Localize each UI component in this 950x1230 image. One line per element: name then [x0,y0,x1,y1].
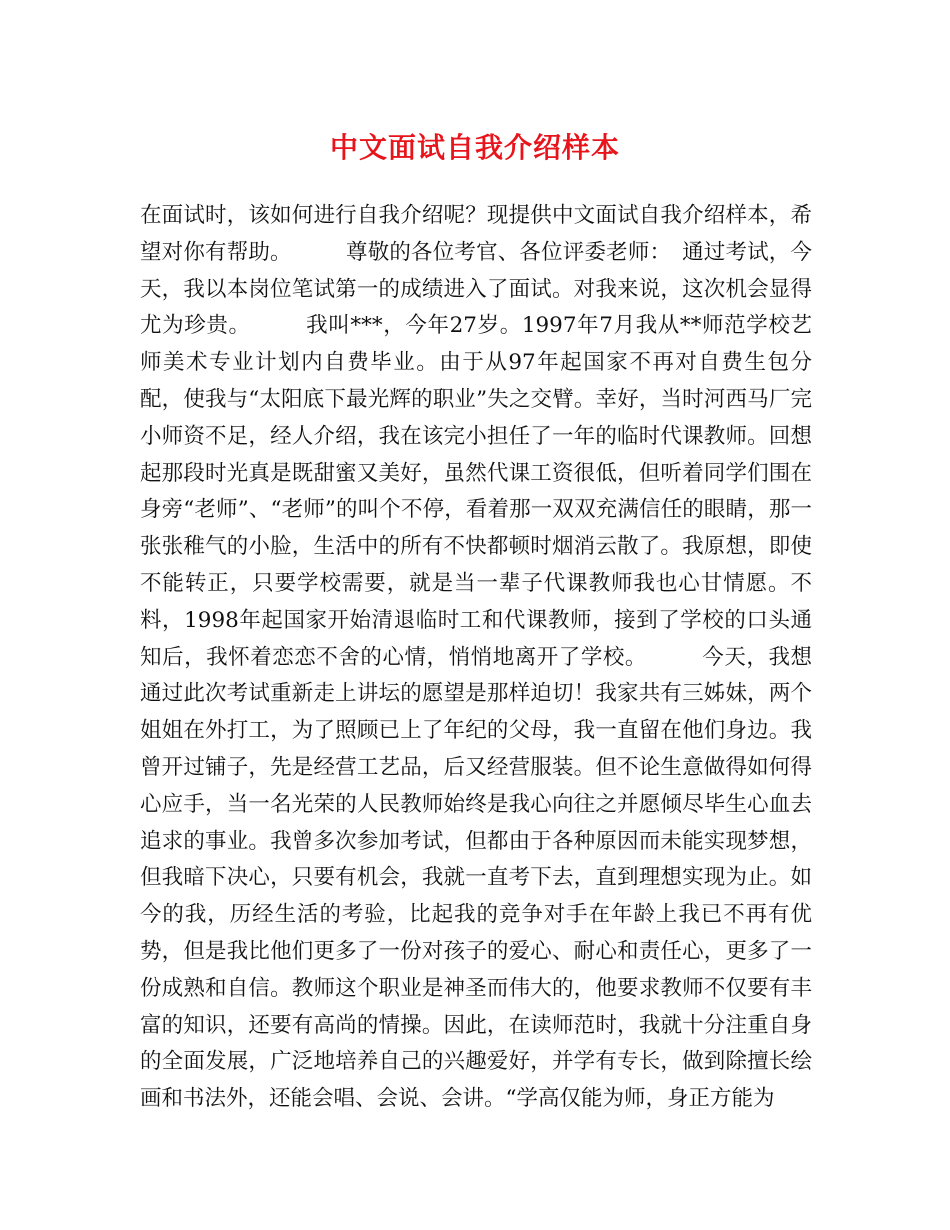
document-title: 中文面试自我介绍样本 [329,131,620,164]
document-body-text: 在面试时，该如何进行自我介绍呢？现提供中文面试自我介绍样本，希望对你有帮助。 尊敬的各位考官、各位评委老师： 通过考试，今天，我以本岗位笔试第一的成绩进入了面试。对我来说，这次机会显得尤为珍贵。 我叫***，今年27岁。1997年7月我从**师范学校艺师美术专业计划内自费毕业。由于从97年起国家不再对自费生包分配，使我与“太阳底下最光辉的职业”失之交臂。幸好，当时河西马厂完小师资不足，经人介绍，我在该完小担任了一年的临时代课教师。回想起那段时光真是既甜蜜又美好，虽然代课工资很低，但听着同学们围在身旁“老师”、“老师”的叫个不停，看着那一双双充满信任的眼睛，那一张张稚气的小脸，生活中的所有不快都顿时烟消云散了。我原想，即使不能转正，只要学校需要，就是当一辈子代课教师我也心甘情愿。不料，1998年起国家开始清退临时工和代课教师，接到了学校的口头通知后，我怀着恋恋不舍的心情，悄悄地离开了学校。 今天，我想通过此次考试重新走上讲坛的愿望是那样迫切！我家共有三姊妹，两个姐姐在外打工，为了照顾已上了年纪的父母，我一直留在他们身边。我曾开过铺子，先是经营工艺品，后又经营服装。但不论生意做得如何得心应手，当一名光荣的人民教师始终是我心向往之并愿倾尽毕生心血去追求的事业。我曾多次参加考试，但都由于各种原因而未能实现梦想，但我暗下决心，只要有机会，我就一直考下去，直到理想实现为止。如今的我，历经生活的考验，比起我的竞争对手在年龄上我已不再有优势，但是我比他们更多了一份对孩子的爱心、耐心和责任心，更多了一份成熟和自信。教师这个职业是神圣而伟大的，他要求教师不仅要有丰富的知识，还要有高尚的情操。因此，在读师范时，我就十分注重自身的全面发展，广泛地培养自己的兴趣爱好，并学有专长，做到除擅长绘画和书法外，还能会唱、会说、会讲。“学高仅能为师，身正方能为 [140,203,812,1112]
